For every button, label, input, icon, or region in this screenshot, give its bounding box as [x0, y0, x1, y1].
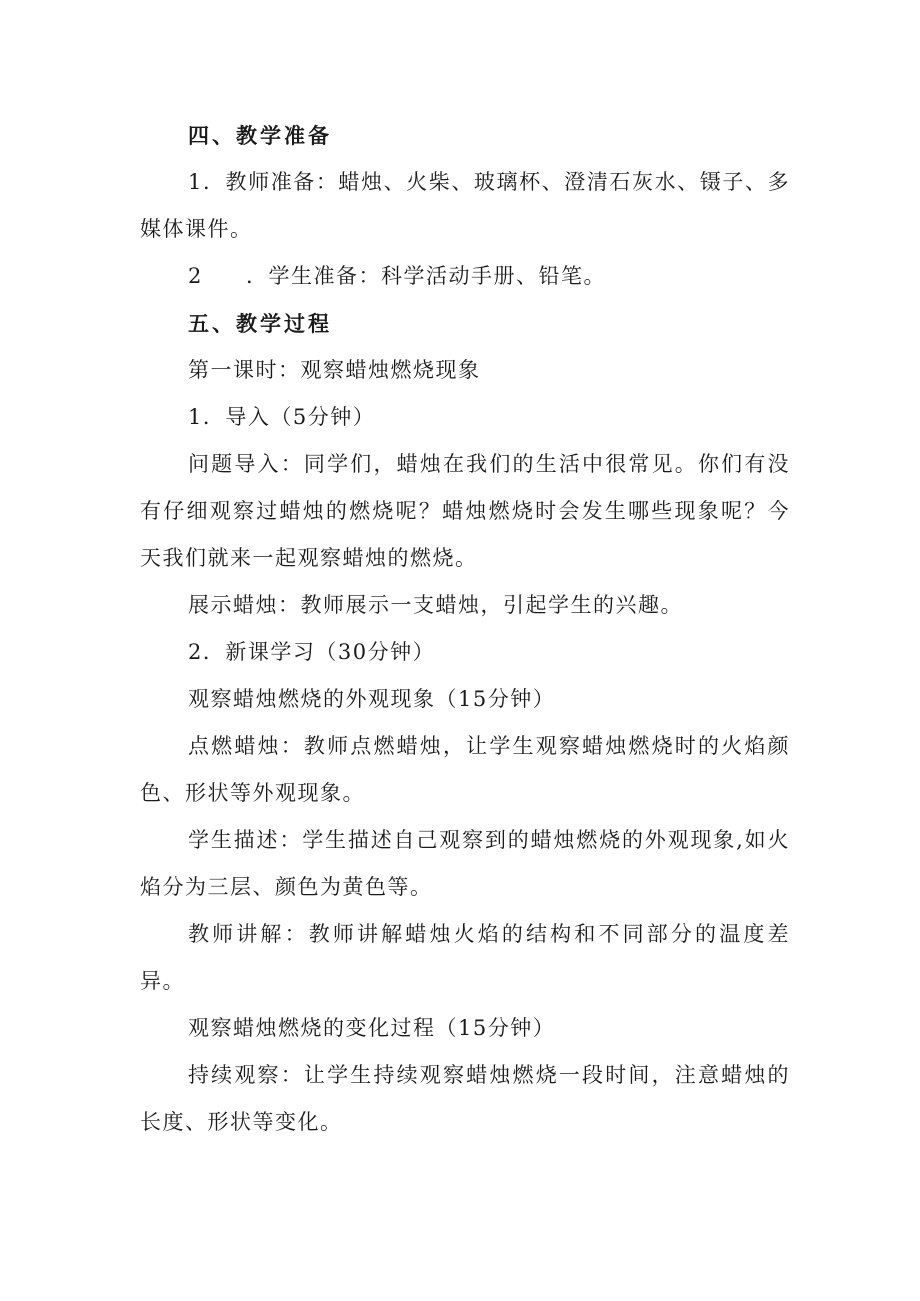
observe-appearance-title: 观察蜡烛燃烧的外观现象（15分钟） — [188, 687, 556, 711]
paragraph-show-candle: 展示蜡烛：教师展示一支蜡烛，引起学生的兴趣。 — [188, 593, 683, 617]
paragraph-teacher-explain: 教师讲解：教师讲解蜡烛火焰的结构和不同部分的温度差异。 — [140, 922, 790, 993]
paragraph-student-describe: 学生描述：学生描述自己观察到的蜡烛燃烧的外观现象,如火焰分为三层、颜色为黄色等。 — [140, 828, 790, 899]
new-lesson-title: 2．新课学习（30分钟） — [188, 640, 436, 664]
paragraph-intro-question: 问题导入：同学们，蜡烛在我们的生活中很常见。你们有没有仔细观察过蜡烛的燃烧呢？蜡烛燃烧时会发生哪些现象呢？今天我们就来一起观察蜡烛的燃烧。 — [140, 452, 790, 570]
list-number: 2 — [188, 264, 203, 288]
student-preparation-text: ．学生准备：科学活动手册、铅笔。 — [246, 264, 606, 288]
section-heading-teaching-preparation: 四、教学准备 — [188, 123, 332, 148]
section-heading-teaching-process: 五、教学过程 — [188, 311, 332, 336]
observe-change-title: 观察蜡烛燃烧的变化过程（15分钟） — [188, 1016, 556, 1040]
paragraph-student-preparation — [140, 253, 790, 300]
paragraph-continuous-observe: 持续观察：让学生持续观察蜡烛燃烧一段时间，注意蜡烛的长度、形状等变化。 — [140, 1063, 790, 1134]
intro-title: 1．导入（5分钟） — [188, 405, 376, 429]
document-body — [140, 112, 790, 1146]
paragraph-teacher-preparation: 1．教师准备：蜡烛、火柴、玻璃杯、澄清石灰水、镊子、多媒体课件。 — [140, 170, 790, 241]
paragraph-light-candle: 点燃蜡烛：教师点燃蜡烛，让学生观察蜡烛燃烧时的火焰颜色、形状等外观现象。 — [140, 734, 790, 805]
lesson1-title: 第一课时：观察蜡烛燃烧现象 — [188, 358, 481, 382]
